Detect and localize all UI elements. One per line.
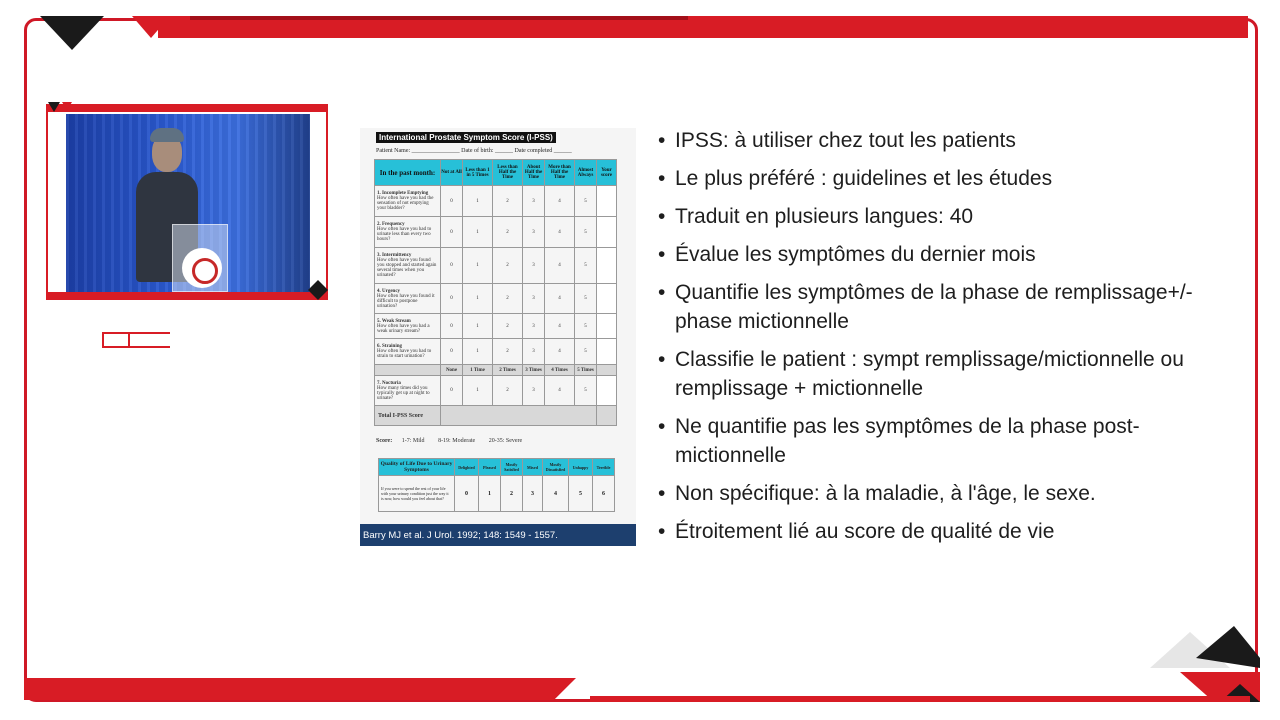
form-title: International Prostate Symptom Score (I-PSS) [376,132,556,143]
qol-value: 4 [543,476,569,512]
score-cell: 1 [463,339,493,365]
score-cell: 1 [463,186,493,217]
table-header: Your score [597,160,617,186]
qol-value: 5 [569,476,593,512]
ipss-table [374,159,617,426]
question-cell [375,248,441,284]
score-cell: 3 [523,314,545,339]
score-cell: 3 [523,284,545,314]
total-row [375,406,617,426]
score-cell: 5 [575,314,597,339]
nocturia-header: 3 Times [523,365,545,376]
score-range-moderate: 8-19: Moderate [438,438,476,444]
top-left-triangles [40,14,190,54]
score-cell: 0 [441,314,463,339]
table-row [375,376,617,406]
score-cell: 2 [493,217,523,248]
score-cell: 0 [441,376,463,406]
top-accent-shade [188,16,688,20]
score-cell: 4 [545,186,575,217]
score-cell: 5 [575,186,597,217]
score-range-severe: 20-35: Severe [488,438,523,444]
table-row [375,217,617,248]
bullet-list [658,126,1218,555]
question-text: How many times did you typically get up at night to urinate? [377,385,430,401]
panel-top-line [48,106,326,112]
bullet-item: • Traduit en plusieurs langues: 40 [658,202,1218,231]
score-cell: 4 [545,248,575,284]
your-score-cell [597,217,617,248]
form-meta: Patient Name: ________________ Date of birth: ______ Date completed ______ [376,148,572,154]
table-header-row [375,160,617,186]
score-cell: 0 [441,186,463,217]
qol-header: Pleased [479,459,501,476]
bullet-item: • Ne quantifie pas les symptômes de la phase post-mictionnelle [658,412,1218,470]
presenter-video [66,114,310,292]
table-row [375,314,617,339]
nocturia-header-blank [375,365,441,376]
qol-value: 0 [455,476,479,512]
nocturia-header: None [441,365,463,376]
score-cell: 5 [575,376,597,406]
question-cell [375,284,441,314]
question-cell [375,339,441,365]
score-cell: 0 [441,284,463,314]
panel-corner-icon-2 [308,278,330,300]
qol-title: Quality of Life Due to Urinary Symptoms [379,459,455,476]
nocturia-header-blank [597,365,617,376]
table-header: Almost Always [575,160,597,186]
nocturia-header: 2 Times [493,365,523,376]
score-cell: 3 [523,339,545,365]
score-cell: 2 [493,339,523,365]
question-text: How often have you had to urinate less than every two hours? [377,227,432,242]
qol-value: 1 [479,476,501,512]
score-cell: 3 [523,376,545,406]
your-score-cell [597,376,617,406]
table-row [375,339,617,365]
question-title: 5. Weak Stream [377,318,411,324]
table-header: Less than 1 in 5 Times [463,160,493,186]
score-cell: 2 [493,314,523,339]
score-cell: 5 [575,248,597,284]
score-cell: 0 [441,217,463,248]
qol-value: 2 [501,476,523,512]
qol-header: Delighted [455,459,479,476]
score-legend [376,438,534,444]
score-cell: 2 [493,376,523,406]
nocturia-header: 4 Times [545,365,575,376]
question-title: 7. Nocturia [377,380,401,386]
score-cell: 0 [441,248,463,284]
small-logo-inner [102,332,130,348]
your-score-cell [597,314,617,339]
table-header: In the past month: [375,160,441,186]
table-header: Not at All [441,160,463,186]
question-title: 2. Frequency [377,222,405,227]
qol-value: 3 [523,476,543,512]
your-score-cell [597,339,617,365]
table-header: About Half the Time [523,160,545,186]
question-text: How often have you found it difficult to postpone urination? [377,293,435,309]
question-title: 6. Straining [377,344,403,349]
panel-corner-icon [46,100,76,114]
panel-bottom-line [48,292,326,298]
quality-of-life-table [378,458,615,512]
question-cell [375,314,441,339]
qol-header: Mostly Satisfied [501,459,523,476]
bullet-item: • Étroitement lié au score de qualité de vie [658,517,1218,546]
table-row [375,284,617,314]
total-filler [441,406,597,426]
bullet-item: • Non spécifique: à la maladie, à l'âge, le sexe. [658,479,1218,508]
presenter-video-panel [46,104,328,300]
bottom-right-triangles [1150,622,1260,706]
total-label: Total I-PSS Score [375,406,441,426]
bullet-item: • Évalue les symptômes du dernier mois [658,240,1218,269]
your-score-cell [597,186,617,217]
score-cell: 3 [523,217,545,248]
score-cell: 2 [493,186,523,217]
question-cell [375,186,441,217]
ipss-form-image [360,128,636,546]
bottom-accent-bar [24,678,576,700]
score-cell: 2 [493,284,523,314]
bullet-item: • Le plus préféré : guidelines et les études [658,164,1218,193]
score-cell: 0 [441,339,463,365]
your-score-cell [597,248,617,284]
speaker-cap [150,128,184,142]
score-cell: 5 [575,217,597,248]
score-cell: 2 [493,248,523,284]
table-header: More than Half the Time [545,160,575,186]
table-row [375,248,617,284]
score-cell: 5 [575,339,597,365]
qol-header: Terrible [593,459,615,476]
citation: Barry MJ et al. J Urol. 1992; 148: 1549 - 1557. [360,524,636,546]
score-label: Score: [376,438,393,444]
score-cell: 4 [545,339,575,365]
question-cell [375,376,441,406]
qol-header: Mostly Dissatisfied [543,459,569,476]
score-cell: 1 [463,284,493,314]
nocturia-header: 1 Time [463,365,493,376]
qol-header-row [379,459,615,476]
your-score-cell [597,284,617,314]
bullet-item: • Classifie le patient : sympt remplissage/mictionnelle ou remplissage + mictionnelle [658,345,1218,403]
score-range-mild: 1-7: Mild [401,438,425,444]
score-cell: 1 [463,217,493,248]
bottom-accent-bar-right [590,696,1250,702]
score-cell: 3 [523,186,545,217]
question-title: 4. Urgency [377,288,401,294]
qol-row [379,476,615,512]
question-title: 1. Incomplete Emptying [377,191,429,196]
score-cell: 4 [545,217,575,248]
question-text: How often have you found you stopped and started again several times when you urinated? [377,258,437,278]
qol-header: Unhappy [569,459,593,476]
score-cell: 5 [575,284,597,314]
score-cell: 1 [463,248,493,284]
question-text: How often have you had to strain to start urination? [377,349,432,359]
total-score-cell [597,406,617,426]
score-cell: 1 [463,314,493,339]
qol-question: If you were to spend the rest of your life with your urinary condition just the way it is now, how would you feel about that? [379,476,455,512]
score-cell: 4 [545,284,575,314]
score-cell: 1 [463,376,493,406]
qol-header: Mixed [523,459,543,476]
question-text: How often have you had a weak urinary stream? [377,323,430,334]
table-header: Less than Half the Time [493,160,523,186]
question-text: How often have you had the sensation of not emptying your bladder? [377,196,434,211]
question-title: 3. Intermittency [377,253,412,258]
score-cell: 3 [523,248,545,284]
nocturia-header-row [375,365,617,376]
question-cell [375,217,441,248]
qol-value: 6 [593,476,615,512]
score-cell: 4 [545,314,575,339]
table-row [375,186,617,217]
podium-logo-icon [182,248,222,288]
nocturia-header: 5 Times [575,365,597,376]
score-cell: 4 [545,376,575,406]
bullet-item: • IPSS: à utiliser chez tout les patients [658,126,1218,155]
bullet-item: • Quantifie les symptômes de la phase de remplissage+/- phase mictionnelle [658,278,1218,336]
